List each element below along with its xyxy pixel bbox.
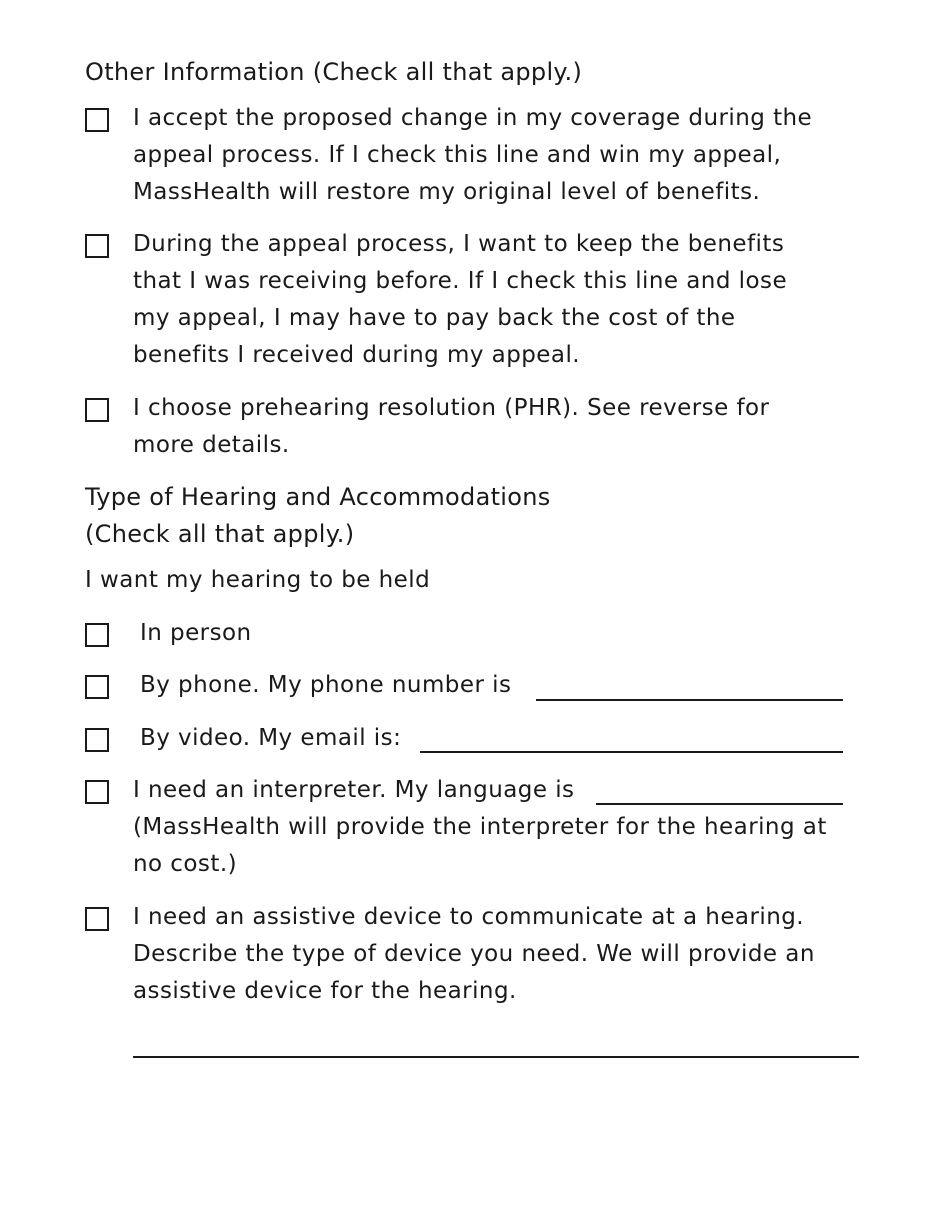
text-line: I need an assistive device to communicate at a hearing. [133, 904, 805, 930]
by-phone-checkbox[interactable] [85, 675, 109, 699]
assistive-device-text [133, 899, 815, 1010]
text-line: I accept the proposed change in my coverage during the [133, 105, 813, 131]
text-line: my appeal, I may have to pay back the cost of the [133, 305, 736, 331]
interpreter-checkbox[interactable] [85, 780, 109, 804]
text-line: benefits I received during my appeal. [133, 342, 581, 368]
keep-benefits-text [133, 226, 787, 374]
text-line: I need an interpreter. My language is [133, 777, 575, 803]
assistive-device-checkbox[interactable] [85, 907, 109, 931]
hearing-type-heading [85, 479, 551, 553]
text-line: During the appeal process, I want to keep the benefits [133, 231, 785, 257]
prehearing-resolution-checkbox[interactable] [85, 398, 109, 422]
text-line: MassHealth will restore my original level of benefits. [133, 179, 761, 205]
by-phone-label: By phone. My phone number is [140, 672, 512, 698]
text-line: Describe the type of device you need. We will provide an [133, 941, 815, 967]
by-video-checkbox[interactable] [85, 728, 109, 752]
assistive-device-description-field[interactable] [133, 1056, 859, 1058]
hearing-type-heading-line: (Check all that apply.) [85, 520, 355, 548]
phone-number-field[interactable] [536, 699, 843, 701]
language-field[interactable] [596, 803, 843, 805]
in-person-checkbox[interactable] [85, 623, 109, 647]
text-line: more details. [133, 432, 290, 458]
accept-change-checkbox[interactable] [85, 108, 109, 132]
text-line: no cost.) [133, 851, 238, 877]
text-line: that I was receiving before. If I check this line and lose [133, 268, 788, 294]
other-information-heading: Other Information (Check all that apply.) [85, 58, 583, 86]
email-field[interactable] [420, 751, 843, 753]
text-line: assistive device for the hearing. [133, 978, 517, 1004]
by-video-label: By video. My email is: [140, 725, 402, 751]
text-line: I choose prehearing resolution (PHR). See reverse for [133, 395, 770, 421]
hearing-intro-text: I want my hearing to be held [85, 567, 431, 593]
accept-change-text [133, 100, 812, 211]
keep-benefits-checkbox[interactable] [85, 234, 109, 258]
text-line: appeal process. If I check this line and win my appeal, [133, 142, 782, 168]
text-line: (MassHealth will provide the interpreter for the hearing at [133, 814, 827, 840]
hearing-type-heading-line: Type of Hearing and Accommodations [85, 483, 551, 511]
in-person-label: In person [140, 620, 252, 646]
prehearing-resolution-text [133, 390, 769, 464]
interpreter-text [133, 772, 827, 883]
